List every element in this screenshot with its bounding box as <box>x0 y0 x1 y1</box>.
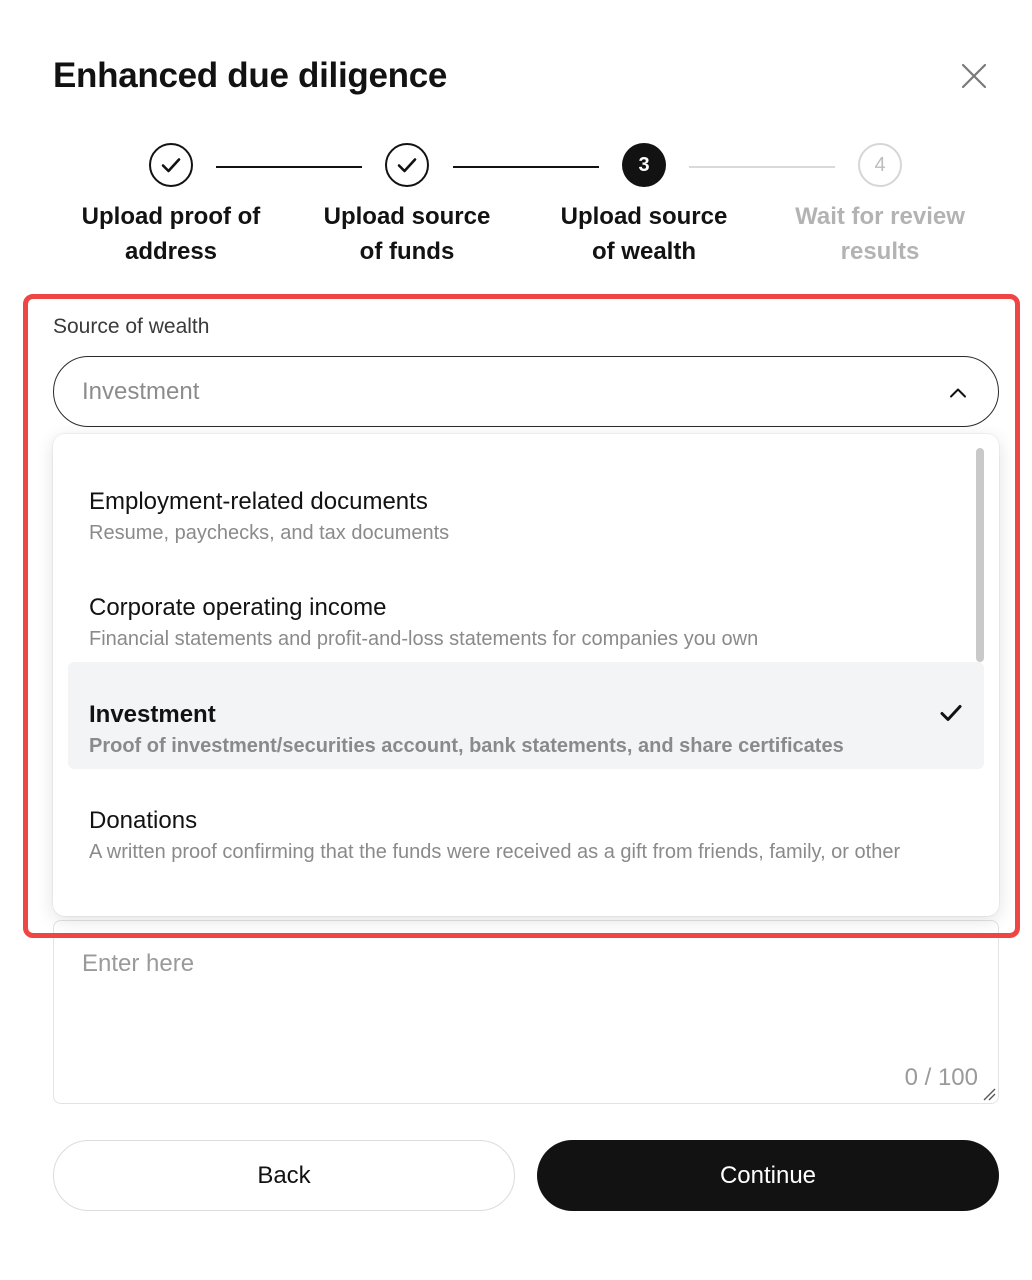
close-button[interactable] <box>956 58 992 94</box>
resize-handle-icon[interactable] <box>980 1085 996 1101</box>
option-description: Proof of investment/securities account, bank statements, and share certificates <box>89 735 844 757</box>
dropdown-scrollbar[interactable] <box>976 448 984 662</box>
check-icon <box>159 153 183 177</box>
option-title: Employment-related documents <box>89 488 428 515</box>
option-description: A written proof confirming that the funds were received as a gift from friends, family, or other <box>89 841 901 863</box>
step-connector <box>453 166 599 168</box>
step-4-number: 4 <box>858 143 902 187</box>
step-2-check <box>385 143 429 187</box>
option-title: Donations <box>89 807 198 834</box>
notes-textarea[interactable] <box>53 920 999 1104</box>
back-button[interactable]: Back <box>53 1140 515 1211</box>
character-counter: 0 / 100 <box>904 1064 978 1091</box>
select-value: Investment <box>82 378 200 405</box>
checkmark-icon <box>938 700 964 726</box>
step-label-line: Upload proof of <box>81 203 261 230</box>
step-3-label <box>526 199 762 269</box>
step-label-line: results <box>840 238 920 265</box>
source-of-wealth-select[interactable] <box>53 356 999 427</box>
option-donations[interactable] <box>68 768 984 875</box>
source-of-wealth-dropdown <box>53 434 999 916</box>
step-label-line: of wealth <box>591 238 696 265</box>
step-connector <box>689 166 835 168</box>
option-description: Financial statements and profit-and-loss statements for companies you own <box>89 628 759 650</box>
check-icon <box>395 153 419 177</box>
option-title: Corporate operating income <box>89 594 387 621</box>
close-icon <box>956 58 992 94</box>
option-corporate-income[interactable] <box>68 555 984 662</box>
option-investment[interactable] <box>68 662 984 769</box>
step-label-line: Upload source <box>323 203 491 230</box>
step-label-line: Wait for review <box>795 203 965 230</box>
source-of-wealth-label: Source of wealth <box>53 315 210 338</box>
option-employment[interactable] <box>68 449 984 556</box>
chevron-up-icon <box>946 381 970 405</box>
step-2-label <box>289 199 525 269</box>
step-label-line: of funds <box>359 238 455 265</box>
textarea-placeholder: Enter here <box>82 950 195 977</box>
step-connector <box>216 166 362 168</box>
step-3-number: 3 <box>622 143 666 187</box>
step-label-line: address <box>124 238 218 265</box>
step-label-line: Upload source <box>560 203 728 230</box>
step-4-label <box>762 199 998 269</box>
step-1-label <box>53 199 289 269</box>
option-title: Investment <box>89 701 216 728</box>
option-description: Resume, paychecks, and tax documents <box>89 522 450 544</box>
continue-button[interactable]: Continue <box>537 1140 999 1211</box>
step-1-check <box>149 143 193 187</box>
modal-title: Enhanced due diligence <box>53 56 448 95</box>
